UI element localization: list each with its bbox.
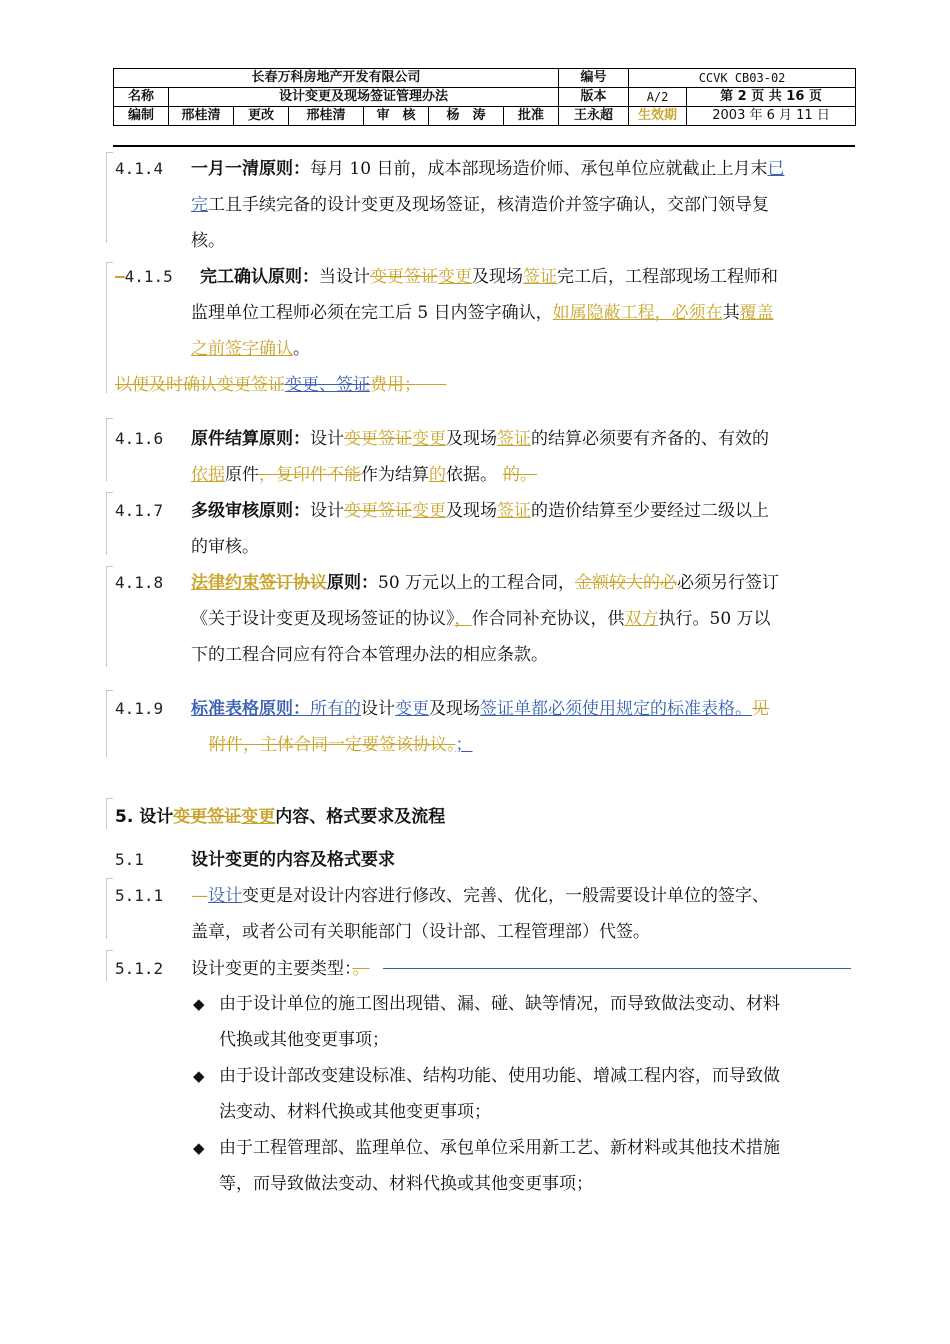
section-heading: 5. 设计变更签证变更内容、格式要求及流程 [115,807,446,827]
inserted-text: 变更、签证 [285,375,370,395]
revise-person: 邢桂清 [289,107,364,126]
inserted-text: 签证 [497,501,531,521]
inserted-text: 变更 [412,429,446,449]
effective-label: 生效期 [629,107,687,126]
inserted-text: 变更 [438,267,472,287]
diamond-bullet-icon: ◆ [193,995,205,1013]
review-person: 杨 涛 [429,107,504,126]
revision-bracket [106,418,113,481]
clause-title: 标准表格原则： [191,699,310,719]
clause-511-line2: 盖章，或者公司有关职能部门（设计部、工程管理部）代签。 [191,922,650,942]
clause-title: 一月一清原则： [191,159,310,179]
clause-number: 4.1.7 [115,501,164,520]
deleted-text: 费用； [370,375,413,395]
inserted-text: 覆盖 [739,303,774,323]
inserted-text: 所有的 [310,699,361,719]
approve-label: 批准 [504,107,559,126]
clause-title: 完工确认原则： [200,267,319,287]
clause-number: 4.1.8 [115,573,164,592]
deleted-text: ，复印件不能 [259,465,361,485]
revision-bracket [106,566,113,667]
effective-date: 2003 年 6 月 11 日 [687,107,856,126]
clause-419-line1: 标准表格原则：所有的设计变更及现场签证单都必须使用规定的标准表格。见 [191,699,769,719]
inserted-text: 之前签字确认 [191,339,293,359]
clause-415-line4 [115,373,447,397]
clause-415-line1: 完工确认原则：当设计变更签证变更及现场签证完工后，工程部现场工程师和 [200,267,778,287]
header-table [113,68,856,126]
revision-bracket [106,262,113,393]
revision-bracket [106,878,113,939]
compile-label: 编制 [114,107,169,126]
revision-bracket [106,690,113,757]
deleted-text: 变更签证 [344,501,412,521]
header-rule [113,145,855,147]
deleted-text: 的。 [503,465,537,485]
inserted-text: 如属隐蔽工程，必须在 [552,303,723,323]
clause-number: 5.1.1 [115,886,164,905]
bullet-1-line2: 代换或其他变更事项； [219,1030,389,1050]
clause-416-line1: 原件结算原则：设计变更签证变更及现场签证的结算必须要有齐备的、有效的 [191,429,769,449]
code-label: 编号 [559,69,629,88]
deleted-text: 以便及时确认变更签证 [115,375,285,395]
approve-person: 王永超 [559,107,629,126]
version-value: A/2 [629,88,687,107]
clause-419-line2 [209,733,473,757]
diamond-bullet-icon: ◆ [193,1139,205,1157]
clause-title: 原件结算原则： [191,429,310,449]
diamond-bullet-icon: ◆ [193,1067,205,1085]
inserted-text: 设计 [208,886,242,906]
deleted-text: 变更签证 [173,807,242,827]
inserted-text: 签证 [497,429,531,449]
subsection-title: 设计变更的内容及格式要求 [191,850,395,870]
inserted-text: 法律约束 [191,573,259,593]
clause-title: 原则： [327,573,378,593]
inserted-text: ， [454,609,472,629]
company-name: 长春万科房地产开发有限公司 [114,69,559,88]
clause-418-line2: 《关于设计变更及现场签证的协议》，作合同补充协议，供双方执行。50 万以 [191,609,771,629]
deleted-text: 。 [352,959,370,979]
inserted-text: 签证 [523,267,557,287]
clause-418-line3: 下的工程合同应有符合本管理办法的相应条款。 [191,645,548,665]
clause-415-line3: 之前签字确认。 [191,339,310,359]
bullet-2-line1: 由于设计部改变建设标准、结构功能、使用功能、增减工程内容，而导致做 [219,1066,780,1086]
revision-bracket [106,152,113,243]
clause-414-line1 [191,157,784,181]
bullet-3-line2: 等，而导致做法变动、材料代换或其他变更事项； [219,1174,593,1194]
clause-number: 4.1.9 [115,699,164,718]
clause-416-line2: 依据原件，复印件不能作为结算的依据。 的。 [191,465,537,485]
inserted-text: 变更 [412,501,446,521]
clause-415-line2: 监理单位工程师必须在完工后 5 日内签字确认，如属隐蔽工程，必须在其覆盖 [191,303,774,323]
clause-417-line1: 多级审核原则：设计变更签证变更及现场签证的造价结算至少要经过二级以上 [191,501,769,521]
deleted-text: 附件，主体合同一定要签该协议。 [209,735,456,755]
text: 工且手续完备的设计变更及现场签证，核清造价并签字确认，交部门领导复 [208,195,769,215]
clause-417-line2: 的审核。 [191,537,259,557]
compile-person: 邢桂清 [169,107,234,126]
inserted-text: ； [455,735,473,755]
revision-line [383,968,851,969]
inserted-text: 变更 [241,807,276,827]
clause-512-line1: 设计变更的主要类型：。 [191,959,370,979]
clause-414-line3: 核。 [191,231,225,251]
clause-418-line1: 法律约束签订协议原则：50 万元以上的工程合同，金额较大的必必须另行签订 [191,573,780,593]
text: 每月 10 日前，成本部现场造价师、承包单位应就截止上月末 [310,159,768,179]
name-value: 设计变更及现场签证管理办法 [169,88,559,107]
bullet-3-line1: 由于工程管理部、监理单位、承包单位采用新工艺、新材料或其他技术措施 [219,1138,780,1158]
deleted-text: 金额较大的必 [575,573,678,593]
clause-number: 4.1.6 [115,429,164,448]
page-count: 第 2 页 共 16 页 [687,88,856,107]
section-number: 5.1 [115,850,144,869]
name-label: 名称 [114,88,169,107]
inserted-text: 已 [767,159,785,179]
inserted-text: 变更 [395,699,429,719]
inserted-text: 完 [191,195,208,215]
deleted-text: 见 [752,699,769,719]
clause-511-line1: —设计变更是对设计内容进行修改、完善、优化，一般需要设计单位的签字、 [191,886,769,906]
inserted-text: 依据 [191,465,225,485]
clause-number: –4.1.5 [115,267,173,286]
clause-number: 4.1.4 [115,159,164,178]
code-value: CCVK CB03-02 [629,69,856,88]
bullet-1-line1: 由于设计单位的施工图出现错、漏、碰、缺等情况，而导致做法变动、材料 [219,994,780,1014]
deleted-text: 变更签证 [370,267,438,287]
deleted-text: 变更签证 [344,429,412,449]
review-label: 审 核 [364,107,429,126]
clause-number: 5.1.2 [115,959,164,978]
version-label: 版本 [559,88,629,107]
deleted-text: 签订协议 [259,573,327,593]
inserted-text: 双方 [624,609,659,629]
clause-414-line2 [191,193,769,217]
inserted-text: 的 [429,465,446,485]
revision-bracket [106,798,113,829]
revision-bracket [106,950,113,981]
clause-title: 多级审核原则： [191,501,310,521]
bullet-2-line2: 法变动、材料代换或其他变更事项； [219,1102,491,1122]
revision-bracket [106,492,113,555]
inserted-text: 签证单都必须使用规定的标准表格。 [480,699,752,719]
revise-label: 更改 [234,107,289,126]
